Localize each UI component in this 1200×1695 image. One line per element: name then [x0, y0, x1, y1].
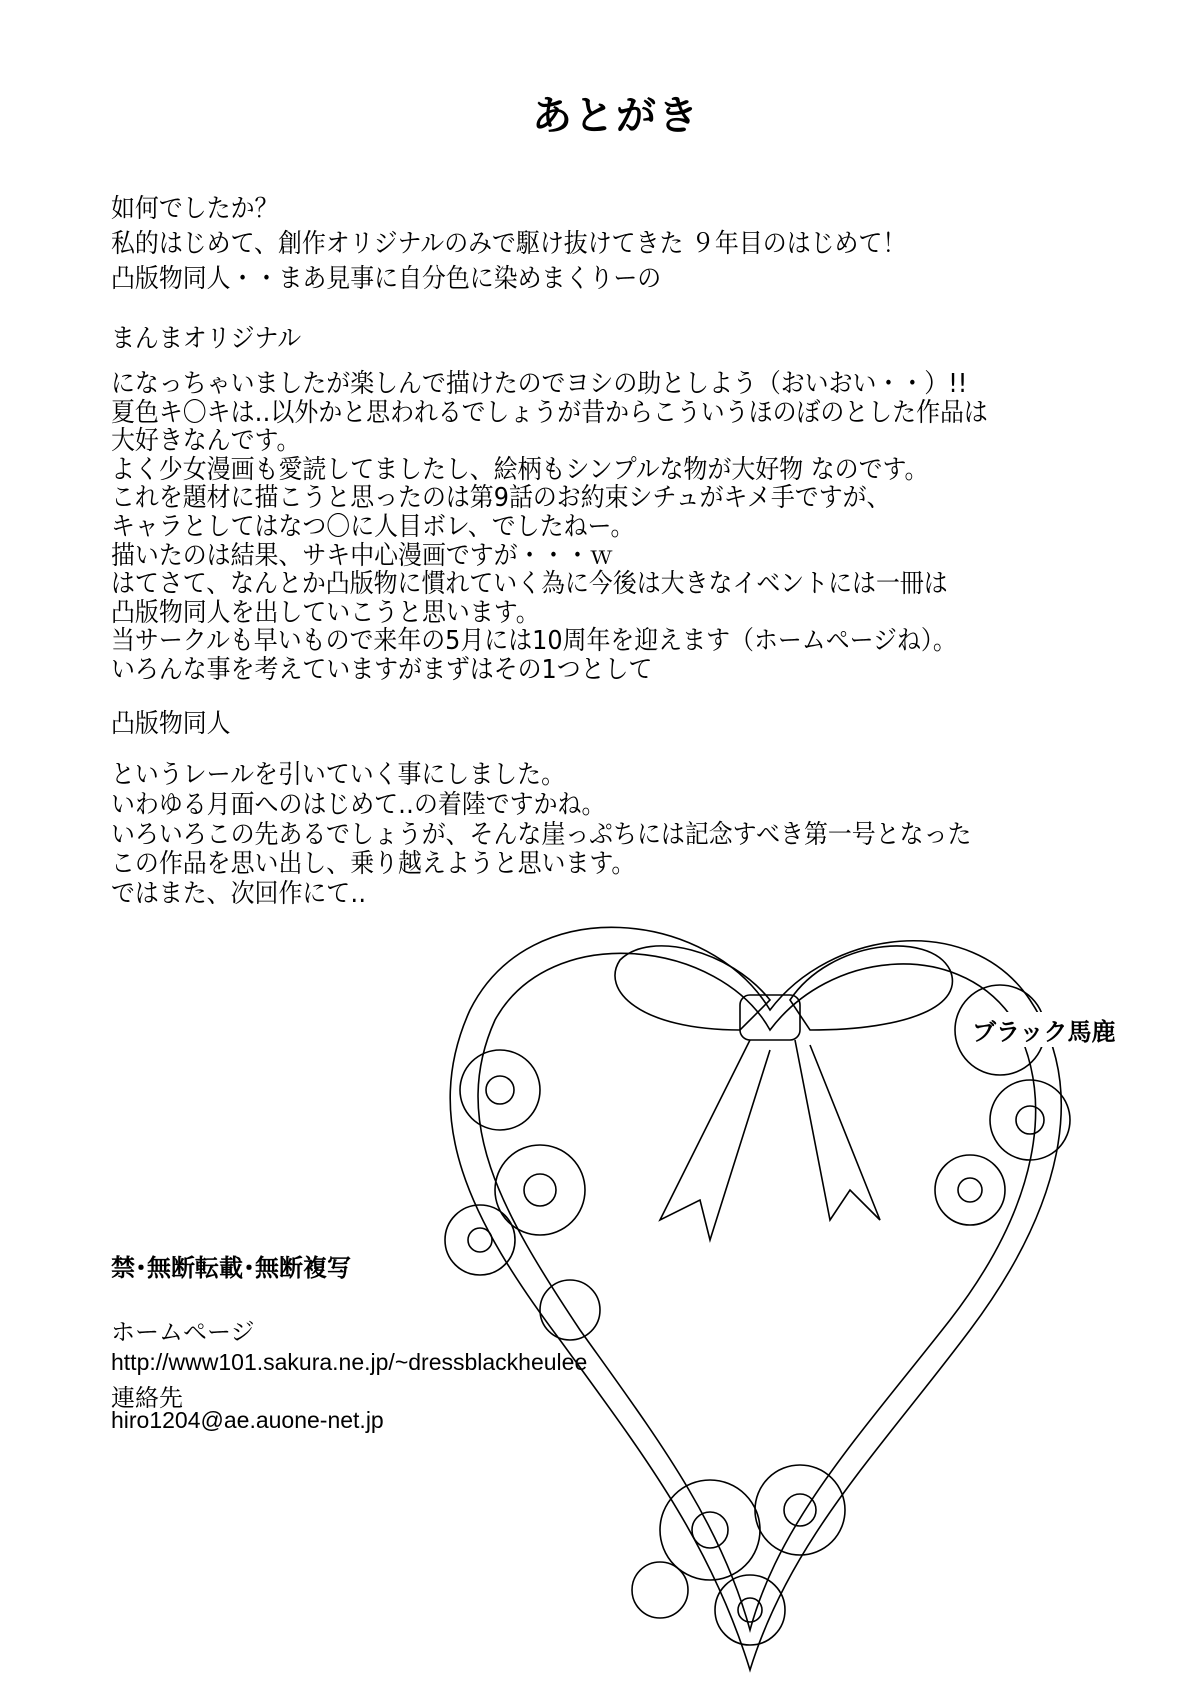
- text-line: はてさて、なんとか凸版物に慣れていく為に今後は大きなイベントには一冊は: [111, 569, 948, 600]
- heart-wreath-illustration: [410, 890, 1150, 1695]
- text-line: 大好きなんです。: [111, 426, 301, 457]
- homepage-label: ホームページ: [111, 1318, 255, 1346]
- text-line: 如何でしたか？: [111, 194, 279, 224]
- page-title: あとがき: [532, 93, 700, 139]
- text-line: 私的はじめて、創作オリジナルのみで駆け抜けてきた ９年目のはじめて！: [111, 229, 907, 259]
- flower-icons: [445, 985, 1070, 1645]
- text-line: いろんな事を考えていますがまずはその1つとして: [111, 654, 653, 685]
- text-line: よく少女漫画も愛読してましたし、絵柄もシンプルな物が大好物 なのです。: [111, 454, 929, 485]
- text-line: いろいろこの先あるでしょうが、そんな崖っぷちには記念すべき第一号となった: [111, 819, 972, 850]
- author-signature: ブラック馬鹿: [972, 1012, 1116, 1047]
- text-line: 凸版物同人・・まあ見事に自分色に染めまくりーの: [111, 264, 662, 294]
- text-line: これを題材に描こうと思ったのは第9話のお約束シチュがキメ手ですが、: [111, 483, 891, 514]
- heading-original: まんまオリジナル: [111, 324, 302, 354]
- contact-email: hiro1204@ae.auone-net.jp: [111, 1407, 384, 1433]
- ribbon-bow-icon: [615, 946, 952, 1240]
- heading-letterpress: 凸版物同人: [111, 709, 231, 739]
- text-line: ではまた、次回作にて‥: [111, 879, 367, 910]
- homepage-url: http://www101.sakura.ne.jp/~dressblackheulee: [111, 1349, 588, 1375]
- text-line: この作品を思い出し、乗り越えようと思います。: [111, 849, 636, 880]
- paragraph-body: [111, 370, 988, 685]
- paragraph-closing: [111, 761, 971, 910]
- text-line: いわゆる月面へのはじめて‥の着陸ですかね。: [111, 789, 606, 820]
- text-line: というレールを引いていく事にしました。: [111, 760, 566, 790]
- copyright-notice: 禁･無断転載･無断複写: [111, 1254, 351, 1282]
- text-line: になっちゃいましたが楽しんで描けたのでヨシの助としよう（おいおい・・）!!: [111, 369, 968, 399]
- text-line: キャラとしてはなつ〇に人目ボレ、でしたねー。: [111, 511, 635, 542]
- contact-label: 連絡先: [111, 1384, 183, 1412]
- text-line: 描いたのは結果、サキ中心漫画ですが・・・ｗ: [111, 540, 614, 571]
- text-line: 当サークルも早いもので来年の5月には10周年を迎えます（ホームページね）。: [111, 626, 957, 657]
- paragraph-intro: [111, 192, 906, 297]
- text-line: 凸版物同人を出していこうと思います。: [111, 597, 540, 628]
- text-line: 夏色キ〇キは‥以外かと思われるでしょうが昔からこういうほのぼのとした作品は: [111, 397, 988, 428]
